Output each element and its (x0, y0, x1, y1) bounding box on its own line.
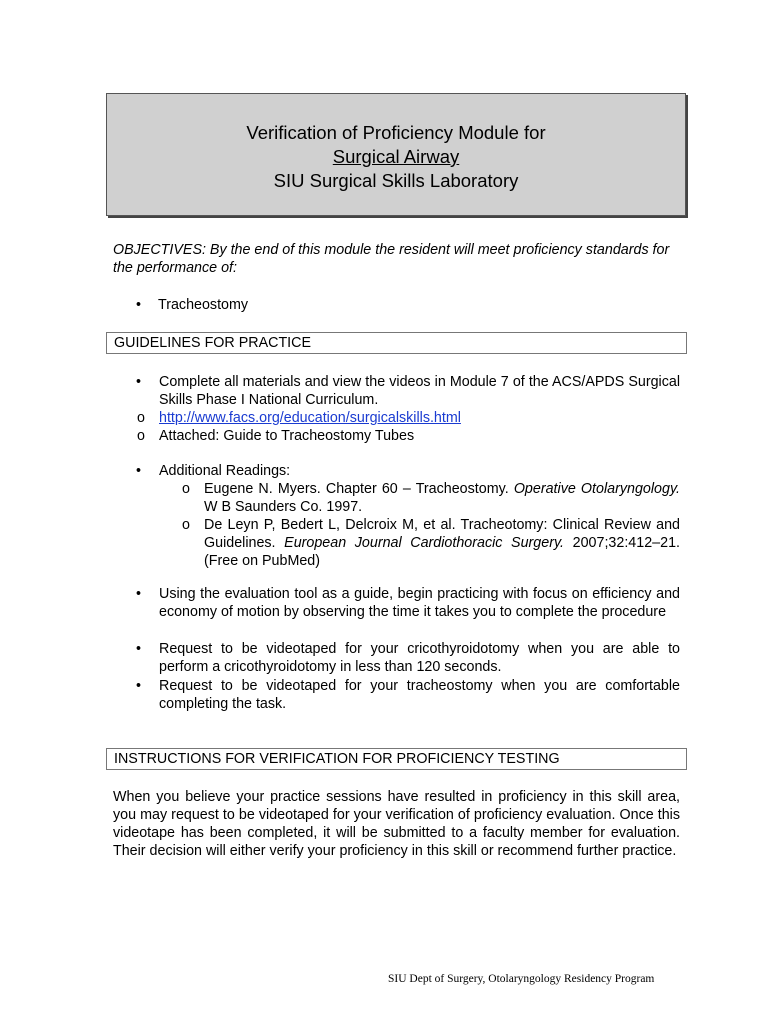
circle-bullet-icon: o (137, 410, 145, 426)
title-line-2: Surgical Airway (332, 146, 460, 167)
circle-bullet-icon: o (137, 428, 145, 444)
circle-bullet-icon: o (182, 517, 190, 533)
sub-item-attached: o Attached: Guide to Tracheostomy Tubes (137, 428, 415, 444)
bullet-icon: • (136, 297, 142, 313)
bullet-icon: • (136, 374, 142, 390)
bullet-icon: • (136, 641, 142, 657)
sub-item-link (114, 409, 680, 427)
guideline-item-2 (136, 462, 680, 570)
objective-item: • Tracheostomy (136, 297, 249, 313)
guideline-item-1-text: Complete all materials and view the videos in Module 7 of the ACS/APDS Surgical Skills Phase I National Curriculum. (159, 374, 680, 408)
instructions-heading: INSTRUCTIONS FOR VERIFICATION FOR PROFICIENCY TESTING (106, 748, 687, 770)
title-line-3: SIU Surgical Skills Laboratory (273, 170, 519, 191)
title-box (106, 93, 686, 216)
guideline-item-3: • Using the evaluation tool as a guide, begin practicing with focus on efficiency and economy of motion by observing the time it takes you to complete the procedure (136, 586, 680, 620)
page-footer: SIU Dept of Surgery, Otolaryngology Residency Program (388, 973, 655, 985)
reading-2: o De Leyn P, Bedert L, Delcroix M, et al. Tracheotomy: Clinical Review and Guidelines. European Journal Cardiothoracic Surgery. 2007;32:412–21. (Free on PubMed) (182, 517, 680, 569)
bullet-icon: • (136, 463, 142, 479)
bullet-icon: • (136, 586, 142, 602)
circle-bullet-icon: o (182, 481, 190, 497)
guideline-item-1 (136, 373, 680, 445)
guideline-item-2-text: Additional Readings: (159, 463, 291, 479)
bullet-icon: • (136, 678, 142, 694)
title-line-1: Verification of Proficiency Module for (246, 122, 546, 143)
guideline-item-5: • Request to be videotaped for your tracheostomy when you are comfortable completing the task. (136, 678, 680, 712)
curriculum-link[interactable]: http://www.facs.org/education/surgicalskills.html (159, 410, 461, 426)
reading-1: o Eugene N. Myers. Chapter 60 – Tracheostomy. Operative Otolaryngology. W B Saunders Co. 1997. (182, 481, 680, 515)
instructions-text: When you believe your practice sessions have resulted in proficiency in this skill area, you may request to be videotaped for your verification of proficiency evaluation. Once this videotape has been completed, it will be submitted to a faculty member for evaluation. Their decision will either verify your proficiency in this skill or recommend further practice. (113, 789, 680, 859)
guidelines-heading: GUIDELINES FOR PRACTICE (106, 332, 687, 354)
guideline-item-4: • Request to be videotaped for your cricothyroidotomy when you are able to perform a cricothyroidotomy in less than 120 seconds. (136, 641, 680, 675)
objectives-text: OBJECTIVES: By the end of this module the resident will meet proficiency standards for the performance of: (113, 242, 670, 276)
